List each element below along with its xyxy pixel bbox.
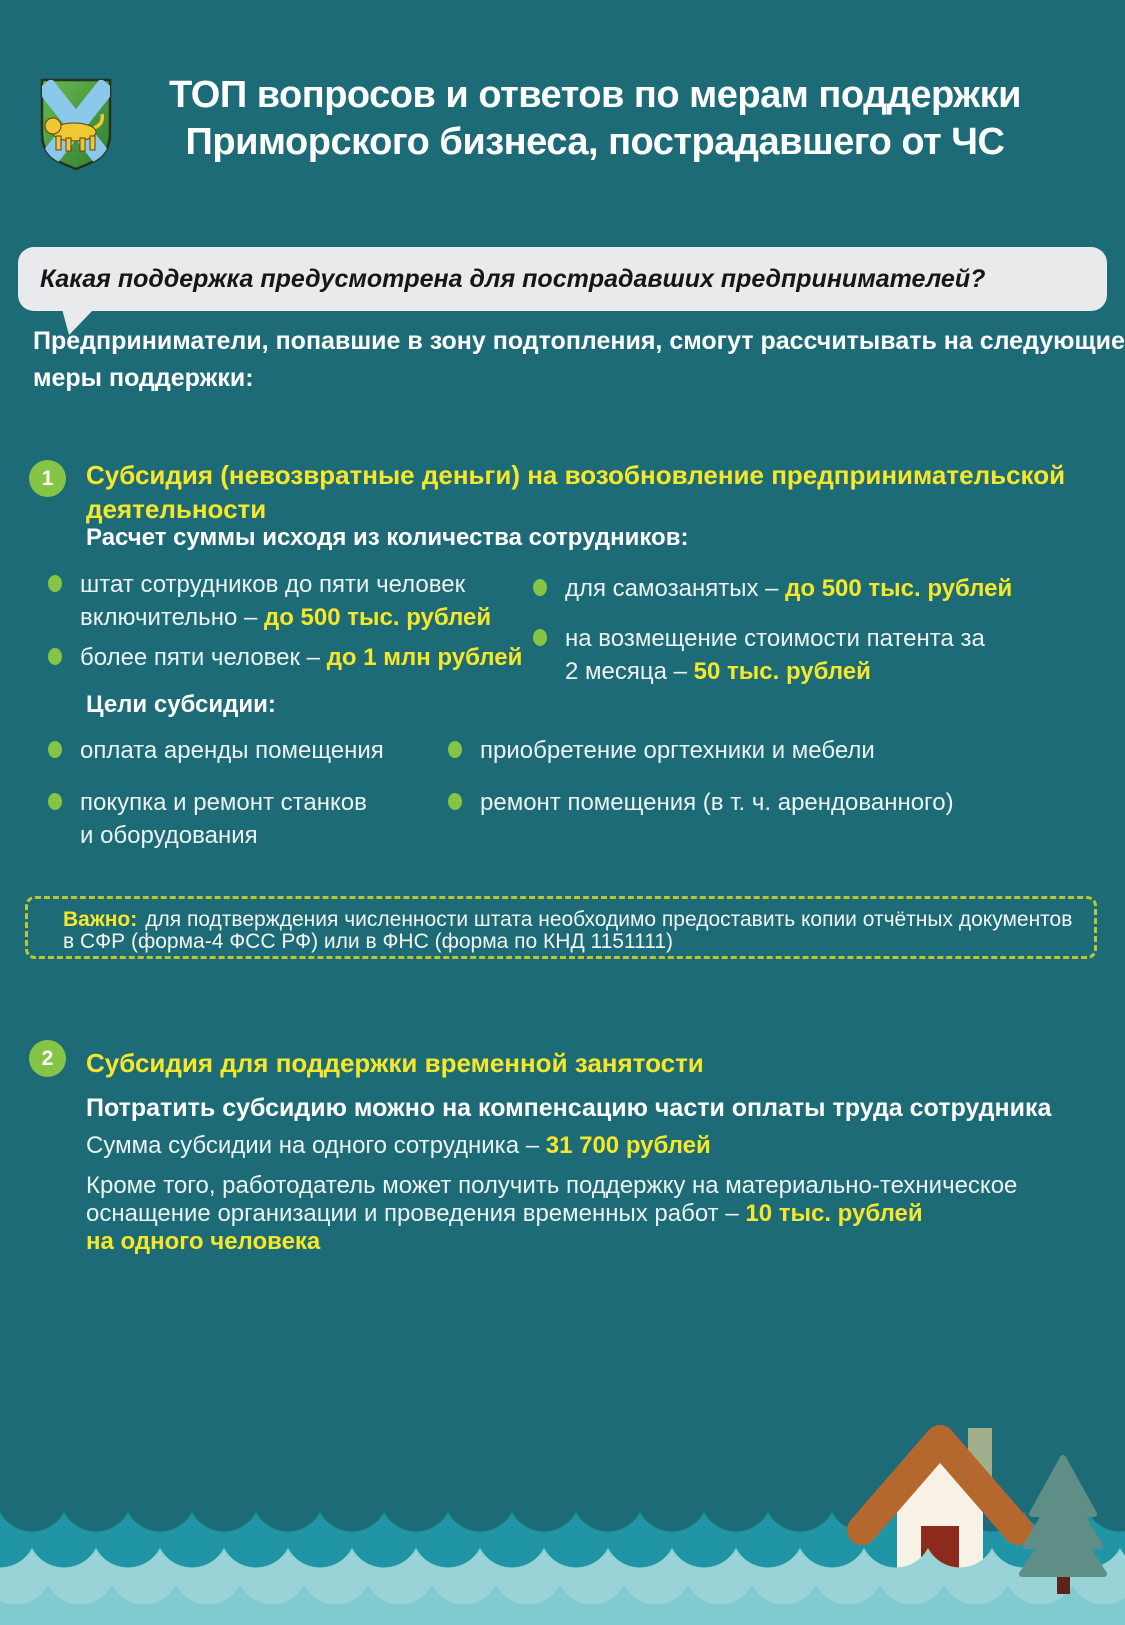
calc-heading: Расчет суммы исходя из количества сотрудников: [86, 524, 689, 551]
goal-text: покупка и ремонт станков [80, 789, 367, 816]
goals-left-column [48, 734, 448, 871]
bullet-highlight: до 500 тыс. рублей [263, 604, 492, 631]
sum-text: Сумма субсидии на одного сотрудника – [86, 1132, 546, 1159]
goal-text: приобретение оргтехники и мебели [480, 737, 875, 764]
intro-line2: меры поддержки: [33, 364, 254, 392]
bullet-text: для самозанятых – [565, 575, 786, 602]
list-item [48, 786, 448, 852]
bullet-dot-icon [448, 741, 462, 758]
bullet-dot-icon [48, 648, 62, 665]
goal-text: оплата аренды помещения [80, 737, 384, 764]
page-title-line1: ТОП вопросов и ответов по мерам поддержки [169, 74, 1021, 116]
bullet-highlight: до 1 млн рублей [326, 644, 523, 671]
flood-scene-illustration [0, 1420, 1125, 1625]
extra-line2: оснащение организации и проведения временных работ – [86, 1200, 746, 1227]
goals-right-column [448, 734, 1098, 838]
goal-text: и оборудования [80, 822, 258, 849]
bullet-dot-icon [48, 575, 62, 592]
list-item [533, 572, 1113, 605]
calc-bullets-right-column [533, 572, 1113, 705]
list-item [48, 734, 448, 767]
bullet-dot-icon [533, 629, 547, 646]
list-item [48, 568, 528, 634]
bullet-highlight: до 500 тыс. рублей [785, 575, 1013, 602]
list-item [48, 641, 528, 674]
section2-number: 2 [41, 1046, 54, 1070]
section1-number: 1 [41, 466, 54, 490]
list-item [448, 786, 1098, 819]
goals-heading: Цели субсидии: [86, 691, 276, 718]
intro-paragraph [33, 323, 1125, 397]
bullet-dot-icon [48, 741, 62, 758]
question-bubble [18, 247, 1107, 311]
goal-text: ремонт помещения (в т. ч. арендованного) [480, 789, 954, 816]
intro-line1: Предприниматели, попавшие в зону подтопления, смогут рассчитывать на следующие [33, 327, 1125, 355]
primorsky-coat-of-arms-icon [38, 76, 114, 172]
bullet-dot-icon [48, 793, 62, 810]
question-text: Какая поддержка предусмотрена для пострадавших предпринимателей? [40, 264, 986, 293]
calc-bullets-left-column [48, 568, 528, 681]
section1-title-line1: Субсидия (невозвратные деньги) на возобновление предпринимательской [86, 460, 1066, 490]
section1-title-line2: деятельности [86, 494, 267, 524]
section2-extra-paragraph [86, 1172, 1017, 1256]
section2-sum-line [86, 1132, 711, 1160]
bullet-dot-icon [533, 579, 547, 596]
section1-number-badge [29, 460, 66, 497]
important-note-box [25, 896, 1097, 959]
important-text-line1: для подтверждения численности штата необходимо предоставить копии отчётных документов [145, 908, 1073, 931]
bullet-highlight: 50 тыс. рублей [693, 658, 871, 685]
tree-crown [1022, 1458, 1104, 1574]
list-item [533, 622, 1113, 688]
bullet-text: 2 месяца – [565, 658, 694, 685]
important-text-line2: в СФР (форма-4 ФСС РФ) или в ФНС (форма по КНД 1151111) [63, 930, 674, 953]
section2-title: Субсидия для поддержки временной занятости [86, 1048, 704, 1078]
section1-title [86, 458, 1065, 526]
bullet-text: штат сотрудников до пяти человек [80, 571, 466, 598]
section2-subheading: Потратить субсидию можно на компенсацию части оплаты труда сотрудника [86, 1094, 1052, 1122]
extra-line2-highlight: 10 тыс. рублей [745, 1200, 923, 1227]
extra-line3-highlight: на одного человека [86, 1228, 321, 1255]
bullet-dot-icon [448, 793, 462, 810]
bullet-text: более пяти человек – [80, 644, 327, 671]
bullet-text: на возмещение стоимости патента за [565, 625, 985, 652]
bullet-text: включительно – [80, 604, 264, 631]
important-label: Важно: [63, 908, 138, 931]
page-title [120, 72, 1070, 166]
sum-highlight: 31 700 рублей [545, 1132, 711, 1159]
section2-number-badge [29, 1040, 66, 1077]
list-item [448, 734, 1098, 767]
extra-line1: Кроме того, работодатель может получить поддержку на материально-техническое [86, 1172, 1018, 1199]
page-title-line2: Приморского бизнеса, пострадавшего от ЧС [185, 121, 1005, 163]
